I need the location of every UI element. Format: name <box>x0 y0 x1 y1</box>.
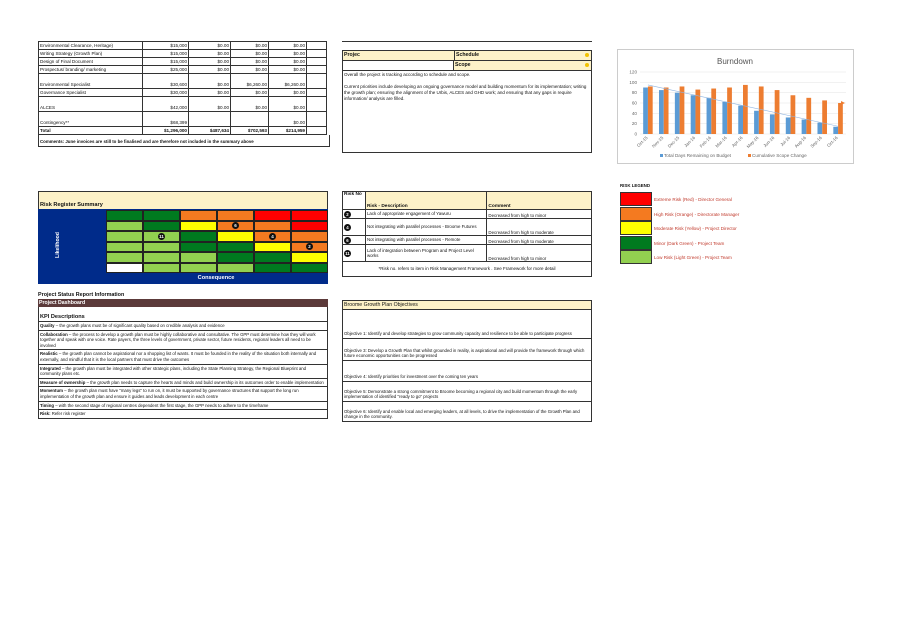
chart-bar <box>691 95 696 134</box>
chart-bar <box>754 111 759 134</box>
objectives-section <box>342 300 592 422</box>
objective-item: Objective 6: Identify and enable local and emerging leaders, at all levels, to drive the implementation of the Growth Plan and change in the community. <box>344 408 580 420</box>
kpi-item <box>39 379 327 388</box>
risk-marker: 6 <box>232 222 239 229</box>
risk-matrix-cell <box>291 231 328 242</box>
kpi-term: Momentum <box>40 388 63 394</box>
risk-no-cell <box>343 210 366 219</box>
budget-cell-label: Design of Final Document <box>39 58 143 66</box>
budget-cell-budget: $25,000 <box>143 66 189 74</box>
budget-cell-label: Governance Specialist <box>39 89 143 97</box>
scope-status-dot <box>585 63 589 67</box>
budget-cell-budget: $15,000 <box>143 58 189 66</box>
schedule-label-text: Schedule <box>456 52 480 58</box>
risk-matrix <box>38 209 328 284</box>
likelihood-label: Likelihood <box>55 232 61 258</box>
objective-item: Objective 3: Develop a Growth Plan that whilst grounded in reality, is aspirational and will provide the framework through which future economic opportunities can be progressed <box>343 339 591 361</box>
risk-no-badge: 4 <box>344 224 351 231</box>
budget-cell-empty <box>307 97 327 112</box>
status-panel <box>342 41 592 151</box>
kpi-item <box>39 410 327 418</box>
budget-cell-c3: $0.00 <box>269 89 307 97</box>
kpi-item <box>39 331 327 351</box>
budget-cell-c1: $0.00 <box>189 50 231 58</box>
chart-bar <box>648 86 653 134</box>
risk-desc-cell: Lack of integration between Program and Project Level works <box>365 245 486 262</box>
budget-cell-c3: $0.00 <box>269 58 307 66</box>
budget-cell-budget: $30,000 <box>143 89 189 97</box>
chart-bar <box>759 86 764 134</box>
kpi-text: – the growth plan must have "many legs" to run on, it must be supported by governance structures that support the long run implementation of the growth plan and ensure it guides and leads development in each centre <box>40 388 299 399</box>
chart-bar <box>786 117 791 134</box>
chart-bar <box>707 98 712 134</box>
risk-legend-swatch <box>620 192 652 206</box>
kpi-term: Collaboration <box>40 331 68 337</box>
risk-matrix-cell <box>180 242 217 253</box>
chart-xtick-label: Jul-16 <box>779 135 792 148</box>
kpi-text: – the growth plan must be integrated with other strategic plans, including the State Planning Strategy, the Regional Blueprint and community plans etc. <box>40 365 307 377</box>
budget-cell-empty <box>307 58 327 66</box>
chart-bar <box>822 100 827 134</box>
chart-bar <box>738 106 743 134</box>
risk-matrix-cell <box>254 263 291 274</box>
budget-cell-budget: $68,399 <box>143 112 189 127</box>
chart-ytick-label: 20 <box>631 121 637 127</box>
risk-matrix-cell <box>106 242 143 253</box>
risk-legend-label: Extreme Risk (Red) - Director General <box>654 197 732 202</box>
chart-bar <box>806 98 811 134</box>
budget-cell-c1: $0.00 <box>189 42 231 50</box>
kpi-text: Refer risk register <box>50 411 86 417</box>
chart-bar <box>775 90 780 134</box>
budget-cell-c3: $0.00 <box>269 97 307 112</box>
risk-matrix-cell <box>106 231 143 242</box>
risk-matrix-cell <box>217 252 254 263</box>
risk-matrix-cell <box>291 221 328 232</box>
kpi-text: – the process to develop a growth plan must be highly collaborative and consultative. The GPP must determine how they will work together and speak with one voice. Rate payers, the three levels of government, private sector, future residents, regional leaders all need to be involved <box>40 331 316 348</box>
risk-row <box>343 236 592 245</box>
kpi-item <box>39 365 327 379</box>
budget-cell-empty <box>307 89 327 97</box>
risk-matrix-cell <box>143 242 180 253</box>
kpi-item <box>39 387 327 401</box>
risk-register-title: Risk Register Summary <box>40 202 103 208</box>
budget-cell-empty <box>307 74 327 89</box>
risk-matrix-cell <box>217 231 254 242</box>
budget-section <box>38 41 330 147</box>
risk-matrix-cell <box>106 210 143 221</box>
chart-legend-label: Total Days Remaining on Budget <box>664 152 731 158</box>
chart-bar <box>675 93 680 134</box>
budget-cell-c2: $0.00 <box>231 89 269 97</box>
chart-legend-swatch <box>660 154 663 157</box>
risk-comment-header: Comment <box>487 192 592 210</box>
risk-desc-header: Risk - Description <box>365 192 486 210</box>
budget-cell-empty <box>307 112 327 127</box>
budget-cell-c2: $0.00 <box>231 58 269 66</box>
project-label: Projec <box>343 51 455 60</box>
budget-cell-c1: $0.00 <box>189 58 231 66</box>
risk-marker: 11 <box>159 233 164 239</box>
project-dashboard-bar: Project Dashboard <box>38 299 328 307</box>
risk-matrix-cell <box>291 263 328 274</box>
risk-comment-cell: Decreased from high to moderate <box>487 219 592 236</box>
risk-matrix-cell <box>217 263 254 274</box>
budget-cell-budget: $42,000 <box>143 97 189 112</box>
chart-xtick-label: Oct-15 <box>635 135 649 149</box>
risk-legend-swatch <box>620 221 652 235</box>
risk-matrix-cell <box>291 252 328 263</box>
budget-cell-c1: $487,634 <box>189 127 231 135</box>
kpi-term: Timing <box>40 402 55 408</box>
kpi-term: Integrated <box>40 365 61 371</box>
status-paragraph-1: Overall the project is tracking according to schedule and scope. <box>344 72 471 77</box>
budget-comments-text: Comments: June invoices are still to be finalised and are therefore not included in the summary above <box>40 139 254 144</box>
status-paragraph-2: Current priorities include developing an ongoing governance model and building momentum for its implementation; writing the growth plan; ensuring the alignment of the Urbis, ALCES and GHD work; and ensuring that any gaps in require information/ analysis are filled. <box>344 84 587 101</box>
kpi-item <box>39 322 327 331</box>
kpi-text: – with the second stage of regional centres dependent the first stage, the GPP needs to adhere to the timeframe <box>54 402 269 408</box>
scope-label <box>454 61 591 70</box>
risk-matrix-cell <box>180 252 217 263</box>
budget-row <box>39 42 327 50</box>
budget-cell-empty <box>307 42 327 50</box>
chart-xtick-label: Mar-16 <box>714 135 728 149</box>
budget-cell-label: ALCES <box>39 97 143 112</box>
risk-legend-swatch <box>620 207 652 221</box>
kpi-term: Realistic <box>40 351 58 357</box>
risk-matrix-cell <box>143 263 180 274</box>
budget-cell-label: Writing Strategy (Growth Plan) <box>39 50 143 58</box>
kpi-text: – the growth plan cannot be aspirational nor a shopping list of wants. It must be founded in the reality of the situation both internally and externally, and mindful that it is the local partners that must drive the outcomes <box>40 351 317 362</box>
chart-bar <box>791 95 796 134</box>
chart-title: Burndown <box>716 57 754 66</box>
objective-item: Objective 5: Demonstrate a strong commitment to Broome becoming a regional city and build momentum through the early implementation of identified "ready to go" projects <box>343 382 591 402</box>
chart-xtick-label: Apr-16 <box>730 135 744 149</box>
budget-cell-label: Contingency** <box>39 112 143 127</box>
risk-row <box>343 245 592 262</box>
budget-cell-c2 <box>231 112 269 127</box>
risk-matrix-cell <box>180 210 217 221</box>
budget-cell-budget: $15,000 <box>143 42 189 50</box>
chart-xtick-label: Dec-15 <box>666 135 681 149</box>
budget-cell-budget: $15,000 <box>143 50 189 58</box>
budget-cell-c1 <box>189 112 231 127</box>
budget-row <box>39 127 327 135</box>
budget-cell-c3: $0.00 <box>269 112 307 127</box>
chart-bar <box>817 123 822 134</box>
risk-matrix-cell <box>180 263 217 274</box>
kpi-text: – the growth plans must be of significant quality based on credible analysis and evidence <box>54 323 225 328</box>
chart-bar <box>727 88 732 135</box>
risk-no-cell <box>343 245 366 262</box>
kpi-item <box>39 402 327 411</box>
kpi-term: Risk: <box>40 411 51 417</box>
risk-legend-label: Moderate Risk (Yellow) - Project Director <box>654 226 737 231</box>
risk-no-cell <box>343 236 366 245</box>
risk-matrix-cell <box>180 231 217 242</box>
risk-desc-cell: Not integrating with parallel processes - Remote <box>365 236 486 245</box>
scope-label-text: Scope <box>455 62 471 68</box>
chart-ytick-label: 0 <box>634 131 637 137</box>
risk-legend-swatch <box>620 236 652 250</box>
risk-matrix-cell <box>254 242 291 253</box>
chart-xtick-label: Jun-16 <box>762 135 776 149</box>
burndown-chart <box>617 49 854 164</box>
risk-table-section <box>342 191 592 277</box>
chart-bar <box>838 103 843 134</box>
budget-cell-c2: $0.00 <box>231 42 269 50</box>
chart-bar <box>770 114 775 134</box>
risk-matrix-cell <box>291 210 328 221</box>
risk-matrix-cell <box>106 252 143 263</box>
risk-legend-label: Minor (Dark Green) - Project Team <box>654 240 725 246</box>
risk-matrix-cell <box>254 252 291 263</box>
risk-legend-swatch <box>620 250 652 264</box>
risk-comment-cell: Decreased from high to minor <box>487 245 592 262</box>
budget-cell-budget: $30,600 <box>143 74 189 89</box>
risk-legend-label: High Risk (Orange) - Directorate Manager <box>654 211 740 217</box>
risk-no-badge: 6 <box>344 237 351 244</box>
chart-ytick-label: 80 <box>631 90 637 96</box>
chart-bar <box>833 127 838 134</box>
budget-row <box>39 58 327 66</box>
objective-item: Objective 1: Identify and develop strategies to grow community capacity and resilience to be able to participate progress <box>343 310 591 339</box>
chart-arrow-icon <box>841 101 845 105</box>
budget-cell-c3: $214,959 <box>269 127 307 135</box>
chart-bar <box>711 89 716 134</box>
chart-xtick-label: Aug-16 <box>793 135 808 149</box>
budget-cell-c3: $0.00 <box>269 42 307 50</box>
budget-row <box>39 97 327 112</box>
risk-matrix-cell <box>217 210 254 221</box>
budget-cell-empty <box>307 127 327 135</box>
risk-no-badge: 11 <box>345 250 350 256</box>
chart-bar <box>680 86 685 134</box>
risk-matrix-cell <box>143 210 180 221</box>
chart-ytick-label: 100 <box>629 79 637 85</box>
budget-row <box>39 89 327 97</box>
risk-matrix-cell <box>143 221 180 232</box>
budget-cell-c2: $702,593 <box>231 127 269 135</box>
chart-bar <box>664 88 669 135</box>
risk-marker: 4 <box>269 233 276 240</box>
budget-cell-c1: $0.00 <box>189 97 231 112</box>
budget-row <box>39 112 327 127</box>
risk-matrix-cell <box>254 221 291 232</box>
chart-legend-label: Cumulative Scope Change <box>752 152 807 158</box>
kpi-title: KPI Descriptions <box>40 314 85 320</box>
risk-matrix-cell <box>143 252 180 263</box>
chart-xtick-label: Oct-16 <box>825 135 839 149</box>
budget-cell-c1: $0.00 <box>189 74 231 89</box>
chart-bar <box>643 88 648 135</box>
chart-xtick-label: Sep-16 <box>809 135 823 149</box>
risk-desc-cell: Not integrating with parallel processes - Broome Futures <box>365 219 486 236</box>
objectives-title: Broome Growth Plan Objectives <box>342 300 592 310</box>
budget-cell-c3: $6,260.00 <box>269 74 307 89</box>
budget-cell-c2: $0.00 <box>231 66 269 74</box>
risk-comment-cell: Decreased from high to minor <box>487 210 592 219</box>
chart-bar <box>743 85 748 134</box>
chart-xtick-label: Nov-15 <box>650 135 665 149</box>
kpi-term: Measure of ownership <box>40 379 86 385</box>
kpi-item <box>39 350 327 364</box>
risk-register-summary <box>38 191 328 285</box>
risk-matrix-cell <box>106 263 143 274</box>
risk-no-cell <box>343 219 366 236</box>
budget-row <box>39 66 327 74</box>
budget-cell-c2: $0.00 <box>231 50 269 58</box>
risk-legend-label: Low Risk (Light Green) - Project Team <box>654 255 732 260</box>
budget-cell-label: Environmental Specialist <box>39 74 143 89</box>
chart-xtick-label: Jan-16 <box>683 135 697 149</box>
risk-footnote: *Risk no. refers to item in Risk Management Framework . See Framework for more detail <box>342 262 592 277</box>
risk-row <box>343 219 592 236</box>
consequence-label: Consequence <box>197 275 235 281</box>
budget-cell-c2: $0.00 <box>231 97 269 112</box>
chart-bar <box>722 102 727 134</box>
risk-matrix-cell <box>180 221 217 232</box>
budget-cell-c1: $0.00 <box>189 66 231 74</box>
budget-row <box>39 74 327 89</box>
schedule-status-dot <box>585 53 589 57</box>
risk-legend-title: RISK LEGEND <box>620 183 651 188</box>
budget-cell-empty <box>307 66 327 74</box>
budget-table <box>38 41 327 135</box>
report-section-title: Project Status Report Information <box>38 292 125 298</box>
risk-matrix-cell <box>217 242 254 253</box>
kpi-text: – the growth plan needs to capture the hearts and minds and build ownership in its outcomes order to enable implementation <box>85 379 324 385</box>
chart-ytick-label: 60 <box>631 100 637 106</box>
risk-matrix-cell <box>254 210 291 221</box>
kpi-section <box>38 292 328 419</box>
chart-legend-swatch <box>748 154 751 157</box>
chart-bar <box>659 90 664 134</box>
schedule-label <box>455 51 591 60</box>
risk-no-badge: 2 <box>344 211 351 218</box>
budget-row <box>39 50 327 58</box>
risk-matrix-cell <box>106 221 143 232</box>
budget-cell-label: Prospectus/ branding/ marketing <box>39 66 143 74</box>
budget-cell-label: Total <box>39 127 143 135</box>
risk-table <box>342 191 592 262</box>
budget-cell-c3: $0.00 <box>269 66 307 74</box>
objective-item: Objective 4: Identify priorities for investment over the coming ten years <box>343 361 591 382</box>
budget-cell-c2: $6,260.00 <box>231 74 269 89</box>
objectives-list <box>342 310 592 422</box>
chart-xtick-label: May-16 <box>745 135 760 150</box>
risk-marker: 2 <box>306 243 313 250</box>
risk-desc-cell: Lack of appropriate engagement of Yawuru <box>365 210 486 219</box>
budget-cell-empty <box>307 50 327 58</box>
budget-cell-c3: $0.00 <box>269 50 307 58</box>
risk-row <box>343 210 592 219</box>
chart-xtick-label: Feb-16 <box>698 135 713 149</box>
chart-ytick-label: 40 <box>631 110 637 116</box>
risk-comment-cell: Decreased from high to moderate <box>487 236 592 245</box>
kpi-term: Quality <box>40 323 55 328</box>
chart-ytick-label: 120 <box>629 69 637 75</box>
chart-bar <box>802 120 807 134</box>
budget-cell-budget: $1,296,000 <box>143 127 189 135</box>
kpi-list <box>38 307 328 419</box>
burndown-chart-svg <box>618 50 853 163</box>
risk-no-header: Risk No <box>343 192 366 210</box>
budget-cell-c1: $0.00 <box>189 89 231 97</box>
budget-comments <box>38 135 330 147</box>
budget-cell-label: Environmental Clearance, Heritage) <box>39 42 143 50</box>
